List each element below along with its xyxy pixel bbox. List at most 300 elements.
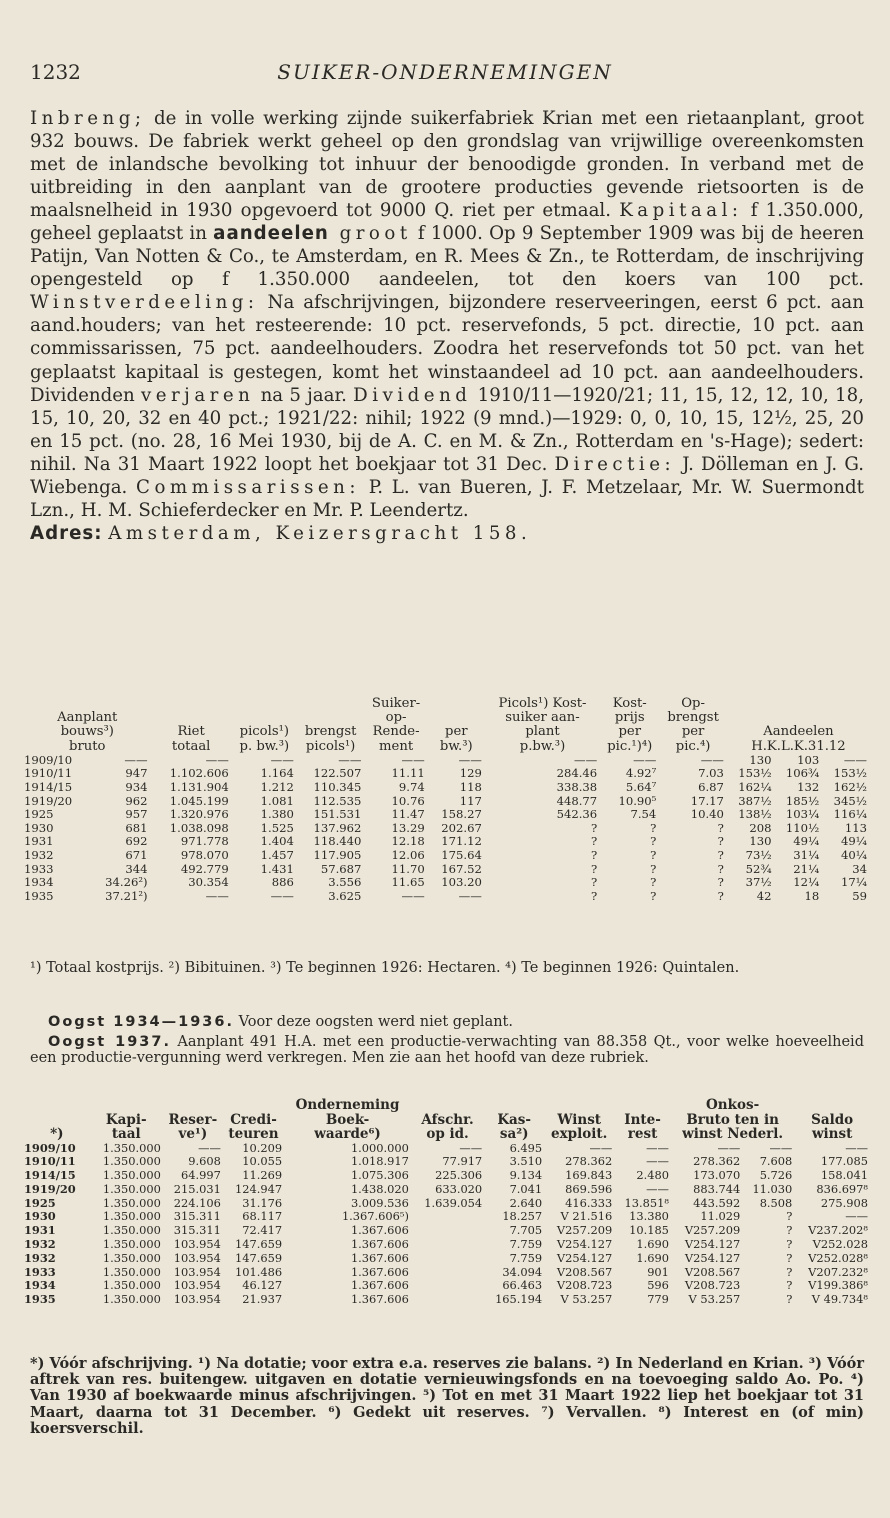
financial-table-body <box>24 1142 870 1308</box>
financial-table-cell: —— <box>717 1140 741 1155</box>
financial-table-cell: V 53.257 <box>688 1292 741 1307</box>
aandeelen-label: aandeelen <box>213 223 329 245</box>
financial-table-cell: 1925 <box>24 1195 56 1210</box>
production-table-cell: ? <box>590 861 598 876</box>
production-table-cell: 11.65 <box>391 875 425 890</box>
financial-table-header-cell: Afschr. <box>421 1111 474 1128</box>
financial-table-cell: V199.386⁸ <box>808 1278 868 1293</box>
financial-table-row <box>24 1197 870 1211</box>
financial-table-cell: V 21.516 <box>560 1209 613 1224</box>
production-table-header-cell: Riet <box>177 724 205 740</box>
production-table-cell: ? <box>650 875 657 890</box>
financial-table-cell: 173.070 <box>693 1168 741 1183</box>
financial-table-cell: 169.843 <box>565 1168 613 1183</box>
production-table-cell: 1933 <box>24 861 54 876</box>
financial-table-row <box>24 1238 870 1252</box>
production-table-cell: 1910/11 <box>24 766 73 781</box>
financial-table-cell: 11.029 <box>700 1209 741 1224</box>
production-table-cell: 153½ <box>833 766 867 781</box>
financial-table-cell: 13.851⁸ <box>624 1195 669 1210</box>
financial-table-cell: 275.908 <box>820 1195 868 1210</box>
production-table-cell: 118.440 <box>313 834 362 849</box>
production-table-header-cell: Kost- <box>612 696 647 711</box>
production-table-cell: —— <box>270 888 294 903</box>
financial-table-header-row <box>24 1098 870 1113</box>
production-table-row <box>24 822 870 836</box>
financial-table-cell: 1910/11 <box>24 1154 76 1169</box>
production-table-header-cell: H.K.L.K.31.12 <box>751 738 846 754</box>
page-header <box>30 60 860 90</box>
production-table-cell: 11.11 <box>391 766 425 781</box>
production-table-cell: 3.625 <box>328 888 362 903</box>
production-table-header-cell <box>428 711 485 725</box>
financial-table-cell: V257.209 <box>684 1223 741 1238</box>
production-table-header-cell: Aandeelen <box>763 724 834 740</box>
financial-table-header-cell: ve¹) <box>178 1126 208 1142</box>
inbreng-label: Inbreng; <box>30 108 146 129</box>
production-table-header-cell: op- <box>385 710 407 726</box>
production-table-cell: —— <box>205 888 229 903</box>
production-table-cell: —— <box>843 752 867 767</box>
production-table-cell: 448.77 <box>556 793 598 808</box>
financial-table-cell: 1.350.000 <box>102 1181 161 1196</box>
production-table-cell: 208 <box>749 820 772 835</box>
production-table-row <box>24 781 870 795</box>
financial-table-cell: 225.306 <box>435 1168 483 1183</box>
production-table-cell: 492.779 <box>180 861 229 876</box>
production-table-header-cell: Picols¹) Kost- <box>498 696 587 711</box>
financial-table-header-row <box>24 1127 870 1142</box>
production-table-cell: 934 <box>125 780 148 794</box>
production-table-row <box>24 808 870 822</box>
financial-table-cell: 1.018.917 <box>350 1154 409 1169</box>
production-table-cell: ? <box>650 834 657 849</box>
financial-table-cell: 1.367.606 <box>350 1292 409 1307</box>
dividend-text: 1910/11—1920/21; 11, 15, 12, 12, 10, 18, 15, 10, 20, 32 en 40 pct.; 1921/22: nihil; 1922 (9 mnd.)—1929: 0, 0, 10, 15, 12½, 25, 20 en 15 pct. (no. 28, 16 Mei 1930, bij de A. C. en M. & Zn., Rotterdam en 's-Hage); sedert: nihil. Na 31 Maart 1922 loopt het boekjaar tot 31 Dec. <box>30 384 864 475</box>
financial-table-header-cell: Bruto ten in <box>686 1111 779 1128</box>
winst-label: Winstverdeeling: <box>30 292 259 314</box>
production-table-cell: ? <box>717 875 724 890</box>
production-table-header-cell: per <box>445 724 468 740</box>
financial-table-header <box>24 1098 870 1142</box>
financial-table-header-cell <box>24 1113 90 1128</box>
oogst-1934-note <box>48 1014 864 1030</box>
financial-table-cell: 224.106 <box>173 1195 221 1210</box>
financial-table-cell: 596 <box>647 1278 669 1293</box>
financial-table-cell: 836.697⁸ <box>816 1181 868 1196</box>
financial-table-cell: 11.269 <box>242 1168 283 1183</box>
production-table-cell: 110½ <box>785 820 820 835</box>
financial-table-cell: V207.232⁸ <box>808 1264 868 1279</box>
financial-table-cell: 9.608 <box>188 1154 221 1169</box>
financial-table-cell: 103.954 <box>173 1292 221 1307</box>
financial-table-row <box>24 1252 870 1266</box>
production-table-cell: ? <box>590 834 598 849</box>
production-table <box>24 697 870 903</box>
financial-table-cell <box>411 1266 484 1280</box>
financial-table-header-cell <box>794 1098 870 1113</box>
financial-table-cell: 10.209 <box>242 1140 283 1155</box>
production-table-cell: 1935 <box>24 888 54 903</box>
production-table-row <box>24 754 870 768</box>
production-table-cell: 129 <box>459 766 482 781</box>
financial-table-cell: 103.954 <box>173 1250 221 1265</box>
financial-table-cell: 1.367.606⁵) <box>341 1209 409 1224</box>
commissarissen-text: P. L. van Bueren, J. F. Metzelaar, Mr. W. Suermondt Lzn., H. M. Schieferdecker en Mr. P. Leendertz. <box>30 476 864 521</box>
financial-table-cell: —— <box>769 1140 793 1155</box>
financial-table-header-cell: Credi- <box>230 1111 277 1128</box>
financial-table-header-cell: Kas- <box>497 1111 532 1128</box>
financial-table-row <box>24 1279 870 1293</box>
production-table-header-cell: Suiker- <box>371 696 421 711</box>
financial-table-header-cell: Onkos- <box>706 1097 760 1113</box>
production-table-cell: —— <box>124 752 148 767</box>
financial-table-cell: 779 <box>647 1292 669 1307</box>
financial-table-cell: V208.567 <box>684 1264 741 1279</box>
financial-table-cell: ? <box>786 1250 793 1265</box>
production-table-cell: 671 <box>125 847 148 862</box>
production-table-header-cell: per <box>681 724 705 740</box>
financial-table-cell: ? <box>786 1237 793 1252</box>
winst-text: Na afschrijvingen, bijzondere reserveeringen, eerst 6 pct. aan aand.houders; van het resteerende: 10 pct. reservefonds, 5 pct. directie, 10 pct. aan commissarissen, 75 pct. aandeelhouders. Zoodra het reservefonds tot 50 pct. van het geplaatst kapitaal is gestegen, komt het winstaandeel ad 10 pct. aan aandeelhouders. Dividenden <box>30 292 864 406</box>
financial-table-row <box>24 1293 870 1307</box>
financial-table-cell: —— <box>646 1181 669 1196</box>
financial-table-row <box>24 1266 870 1280</box>
production-table-header-cell: pic.⁴) <box>675 738 711 754</box>
production-table-cell: 1931 <box>24 834 54 849</box>
financial-table-cell: V254.127 <box>556 1250 613 1265</box>
financial-table-row <box>24 1224 870 1238</box>
production-table-row <box>24 863 870 877</box>
financial-table-cell: 1932 <box>24 1237 56 1252</box>
production-table-header-cell: suiker aan- <box>505 710 580 726</box>
production-table-header-cell: picols¹) <box>239 724 290 740</box>
financial-table-header-cell: *) <box>50 1126 64 1142</box>
production-table-cell: —— <box>633 752 657 767</box>
financial-table-cell: V208.723 <box>556 1278 613 1293</box>
financial-table-cell: 31.176 <box>242 1195 283 1210</box>
financial-table-cell: 34.094 <box>502 1264 543 1279</box>
production-table-cell: 113 <box>844 820 867 835</box>
production-table-cell: ? <box>717 861 724 876</box>
financial-table-cell: 7.759 <box>509 1237 543 1252</box>
oogst-1934-label: Oogst 1934—1936. <box>48 1014 234 1030</box>
financial-table-cell: 7.705 <box>509 1223 543 1238</box>
production-table-header-cell <box>151 697 232 711</box>
financial-table-cell: 72.417 <box>242 1223 283 1238</box>
production-table-cell: 338.38 <box>556 780 598 794</box>
financial-table <box>24 1098 870 1307</box>
financial-table-cell <box>411 1279 484 1293</box>
oogst-1937-text: Aanplant 491 H.A. met een productie-verwachting van 88.358 Qt., voor welke hoeveelheid een productie-vergunning werd verkregen. Men zie aan het hoofd van deze rubriek. <box>30 1034 864 1066</box>
kapitaal-text-a: f 1.350.000, geheel geplaatst in <box>30 200 864 245</box>
production-table-row <box>24 876 870 890</box>
financial-table-cell: 3.510 <box>509 1154 543 1169</box>
production-table-row <box>24 835 870 849</box>
oogst-1937-note <box>30 1034 864 1066</box>
production-table-header-cell <box>24 697 151 711</box>
financial-table-header-cell: sa²) <box>499 1126 529 1142</box>
company-description <box>30 107 864 545</box>
production-table-header-cell: prijs <box>614 710 645 726</box>
production-table-cell: 1.045.199 <box>169 793 229 808</box>
financial-table-cell <box>411 1252 484 1266</box>
financial-table-cell: 1919/20 <box>24 1181 76 1196</box>
financial-table-header-row <box>24 1113 870 1128</box>
financial-table-cell: 103.954 <box>173 1264 221 1279</box>
production-table-cell: 162¼ <box>738 780 772 794</box>
financial-table-cell: 46.127 <box>242 1278 283 1293</box>
production-table-cell: 5.64⁷ <box>625 780 657 794</box>
kapitaal-label: Kapitaal: <box>619 200 743 222</box>
production-table-cell: 106¾ <box>785 766 820 781</box>
production-table-cell: 34 <box>852 861 867 876</box>
oogst-1937-label: Oogst 1937. <box>48 1034 171 1050</box>
production-table-cell: 7.54 <box>630 807 657 822</box>
financial-table-cell: 1909/10 <box>24 1140 76 1155</box>
financial-table-cell: 1.639.054 <box>424 1195 483 1210</box>
financial-table-cell: 1.075.306 <box>350 1168 409 1183</box>
financial-table-cell: 416.333 <box>565 1195 613 1210</box>
financial-table-cell: 1.350.000 <box>102 1209 161 1224</box>
production-table-cell: 10.90⁵ <box>618 793 657 808</box>
financial-table-cell: —— <box>845 1209 868 1224</box>
production-table-cell: ? <box>590 875 598 890</box>
production-table-header-cell: Rende- <box>372 724 420 740</box>
production-table-cell: ? <box>650 861 657 876</box>
financial-table-header-cell: waarde⁶) <box>314 1126 381 1142</box>
production-table-cell: 9.74 <box>398 780 425 794</box>
production-table-cell: 103.20 <box>441 875 482 890</box>
financial-table-cell: 1.350.000 <box>102 1292 161 1307</box>
financial-table-header-cell: Inte- <box>624 1111 661 1128</box>
production-table-cell: 1914/15 <box>24 780 73 794</box>
production-table-cell: 49¼ <box>793 834 820 849</box>
financial-table-cell: V 49.734⁸ <box>811 1292 868 1307</box>
production-table-cell: —— <box>458 888 482 903</box>
financial-table-cell: 1.350.000 <box>102 1168 161 1183</box>
production-table-cell: 117.905 <box>313 847 362 862</box>
financial-table-cell: 1932 <box>24 1250 56 1265</box>
financial-table-cell <box>411 1238 484 1252</box>
production-table-header-cell: ment <box>379 738 414 754</box>
financial-table-cell: 177.085 <box>820 1154 868 1169</box>
financial-table-cell: 1935 <box>24 1292 56 1307</box>
financial-table-header-cell: teuren <box>228 1126 279 1142</box>
production-table-cell: 1.431 <box>260 861 294 876</box>
production-table-body <box>24 754 870 904</box>
production-table-header-row <box>24 697 870 711</box>
directie-text: J. Dölleman en J. G. Wiebenga. <box>30 453 864 498</box>
financial-table-cell: 315.311 <box>173 1209 221 1224</box>
production-table-footnote: ¹) Totaal kostprijs. ²) Bibituinen. ³) Te beginnen 1926: Hectaren. ⁴) Te beginnen 1926: Quintalen. <box>30 960 740 976</box>
production-table-cell: 11.70 <box>391 861 425 876</box>
production-table-cell: 18 <box>804 888 820 903</box>
production-table-cell: —— <box>205 752 229 767</box>
production-table-header-row <box>24 740 870 754</box>
production-table-cell: 137.962 <box>313 820 362 835</box>
financial-table-cell: 869.596 <box>565 1181 613 1196</box>
production-table-cell: ? <box>717 834 724 849</box>
production-table-row <box>24 890 870 904</box>
production-table-cell: 118 <box>459 780 482 794</box>
financial-table-cell: V257.209 <box>556 1223 613 1238</box>
production-table-header-cell <box>297 711 365 725</box>
production-table-header-cell: Op- <box>681 696 705 711</box>
financial-table-cell: 443.592 <box>693 1195 741 1210</box>
production-table-header-cell: bouws³) <box>60 724 114 740</box>
financial-table-row <box>24 1183 870 1197</box>
financial-table-cell: 8.508 <box>759 1195 793 1210</box>
financial-table-cell: 2.640 <box>509 1195 543 1210</box>
financial-table-cell: V254.127 <box>556 1237 613 1252</box>
financial-table-cell: V 53.257 <box>560 1292 613 1307</box>
financial-table-cell: 2.480 <box>636 1168 669 1183</box>
production-table-cell: 344 <box>125 861 148 876</box>
financial-table-cell: 1.367.606 <box>350 1264 409 1279</box>
production-table-cell: 542.36 <box>556 807 598 822</box>
production-table-header-cell: bruto <box>69 738 106 754</box>
production-table-row <box>24 767 870 781</box>
production-table-cell: 1.038.098 <box>169 820 229 835</box>
financial-table-cell: 18.257 <box>502 1209 543 1224</box>
financial-table-cell: 11.030 <box>752 1181 793 1196</box>
financial-table-cell: V252.028⁸ <box>808 1250 868 1265</box>
financial-table-cell: 1.350.000 <box>102 1278 161 1293</box>
production-table-cell: 37½ <box>745 875 772 890</box>
financial-table-header-cell: exploit. <box>551 1126 608 1142</box>
directie-label: Directie: <box>554 453 676 475</box>
financial-table-cell: ? <box>786 1292 793 1307</box>
production-table-cell: 12.18 <box>391 834 425 849</box>
production-table-header-cell <box>232 697 297 711</box>
production-table-cell: 151.531 <box>313 807 362 822</box>
financial-table-cell: 103.954 <box>173 1237 221 1252</box>
adres-text: Amsterdam, Keizersgracht 158. <box>108 522 532 544</box>
production-table-cell: ? <box>650 820 657 835</box>
verjaren-label: verjaren <box>140 384 255 406</box>
production-table-cell: 175.64 <box>441 847 482 862</box>
financial-table-cell: 158.041 <box>820 1168 868 1183</box>
financial-table-header-cell: op id. <box>426 1126 469 1142</box>
production-table-cell: 130 <box>749 752 772 767</box>
financial-table-cell: 1.350.000 <box>102 1223 161 1238</box>
financial-table-header-cell: winst Nederl. <box>682 1126 784 1142</box>
financial-table-cell: 278.362 <box>565 1154 613 1169</box>
financial-table-cell <box>411 1293 484 1307</box>
production-table-cell: 692 <box>125 834 148 849</box>
production-table-cell: 1932 <box>24 847 54 862</box>
financial-table-cell: 68.117 <box>242 1209 283 1224</box>
production-table-cell: 31¼ <box>793 847 820 862</box>
production-table-cell: 886 <box>271 875 294 890</box>
financial-table-header-cell <box>544 1098 614 1113</box>
production-table-cell: 122.507 <box>313 766 362 781</box>
production-table-cell: 112.535 <box>313 793 362 808</box>
production-table-cell: 73½ <box>745 847 772 862</box>
production-table-cell: ? <box>717 888 724 903</box>
production-table-cell: 1.320.976 <box>169 807 229 822</box>
financial-table-header-cell <box>163 1098 223 1113</box>
production-table-cell: 57.687 <box>320 861 362 876</box>
production-table-cell: ? <box>717 847 724 862</box>
financial-table-cell: 215.031 <box>173 1181 221 1196</box>
production-table-cell: 103 <box>797 752 820 767</box>
financial-table-cell: —— <box>589 1140 613 1155</box>
production-table-header-cell: p.bw.³) <box>519 738 566 754</box>
financial-table-cell: 165.194 <box>495 1292 543 1307</box>
production-table-cell: 4.92⁷ <box>625 766 657 781</box>
production-table-header-cell: plant <box>525 724 560 740</box>
production-table-cell: 12.06 <box>391 847 425 862</box>
production-table-cell: ? <box>590 820 598 835</box>
production-table-cell: 1.081 <box>260 793 294 808</box>
production-table-cell: 11.47 <box>391 807 425 822</box>
adres-label: Adres: <box>30 522 103 544</box>
financial-table-cell: 1.000.000 <box>350 1140 409 1155</box>
production-table-cell: 1.380 <box>260 807 294 822</box>
production-table-cell: ? <box>650 888 657 903</box>
financial-table-row <box>24 1142 870 1156</box>
financial-table-header-cell: Onderneming <box>295 1097 400 1113</box>
production-table-cell: 6.87 <box>698 780 724 794</box>
financial-table-cell: 7.608 <box>759 1154 793 1169</box>
production-table-cell: 21¼ <box>793 861 820 876</box>
production-table-cell: 13.29 <box>391 820 425 835</box>
production-table-header-cell: totaal <box>171 738 211 754</box>
financial-table-cell: 1914/15 <box>24 1168 76 1183</box>
production-table-header-cell <box>297 697 365 711</box>
production-table-cell: 42 <box>756 888 772 903</box>
financial-table-cell: 5.726 <box>759 1168 793 1183</box>
production-table-cell: 37.21²) <box>105 888 148 903</box>
financial-table-cell: 147.659 <box>235 1237 283 1252</box>
production-table-header-cell <box>428 697 485 711</box>
financial-table-cell: 64.997 <box>181 1168 221 1183</box>
production-table-cell: 1.131.904 <box>169 780 229 794</box>
production-table-cell: 49¼ <box>841 834 867 849</box>
production-table-cell: ? <box>650 847 657 862</box>
financial-table-cell: ? <box>786 1278 793 1293</box>
financial-table-cell: 901 <box>647 1264 669 1279</box>
production-table-row <box>24 849 870 863</box>
production-table-header-cell: p. bw.³) <box>239 738 290 754</box>
production-table-cell: 1.212 <box>260 780 294 794</box>
production-table-cell: 7.03 <box>698 766 724 781</box>
financial-table-cell: 77.917 <box>442 1154 483 1169</box>
production-table-cell: 59 <box>852 888 867 903</box>
production-table-cell: 978.070 <box>180 847 229 862</box>
production-table-cell: 116¼ <box>833 807 867 822</box>
financial-table-cell: V254.127 <box>684 1237 741 1252</box>
financial-table-row <box>24 1169 870 1183</box>
financial-table-cell: V208.723 <box>684 1278 741 1293</box>
inbreng-text: de in volle werking zijnde suikerfabriek Krian met een rietaanplant, groot 932 bouws. De fabriek werkt geheel op den grondslag van vrijwillige overeenkomsten met de inlandsche bevolking tot inhuur der benoodigde gronden. In verband met de uitbreiding in den aanplant van de grootere producties gevende rietsoorten is de maalsnelheid in 1930 opgevoerd tot 9000 Q. riet per etmaal. <box>30 108 864 222</box>
financial-table-cell: 1930 <box>24 1209 56 1224</box>
production-table-cell: 1925 <box>24 807 54 822</box>
production-table-cell: 345½ <box>833 793 867 808</box>
financial-table-cell: 10.055 <box>242 1154 283 1169</box>
production-table-cell: 30.354 <box>188 875 229 890</box>
financial-table-cell: 9.134 <box>509 1168 543 1183</box>
financial-table-header-cell <box>90 1098 163 1113</box>
financial-table-cell: ? <box>786 1264 793 1279</box>
financial-table-cell: 1933 <box>24 1264 56 1279</box>
financial-table-header-cell <box>223 1098 284 1113</box>
financial-table-cell: 103.954 <box>173 1278 221 1293</box>
production-table-cell: 17.17 <box>690 793 724 808</box>
financial-table-cell: 1931 <box>24 1223 56 1238</box>
